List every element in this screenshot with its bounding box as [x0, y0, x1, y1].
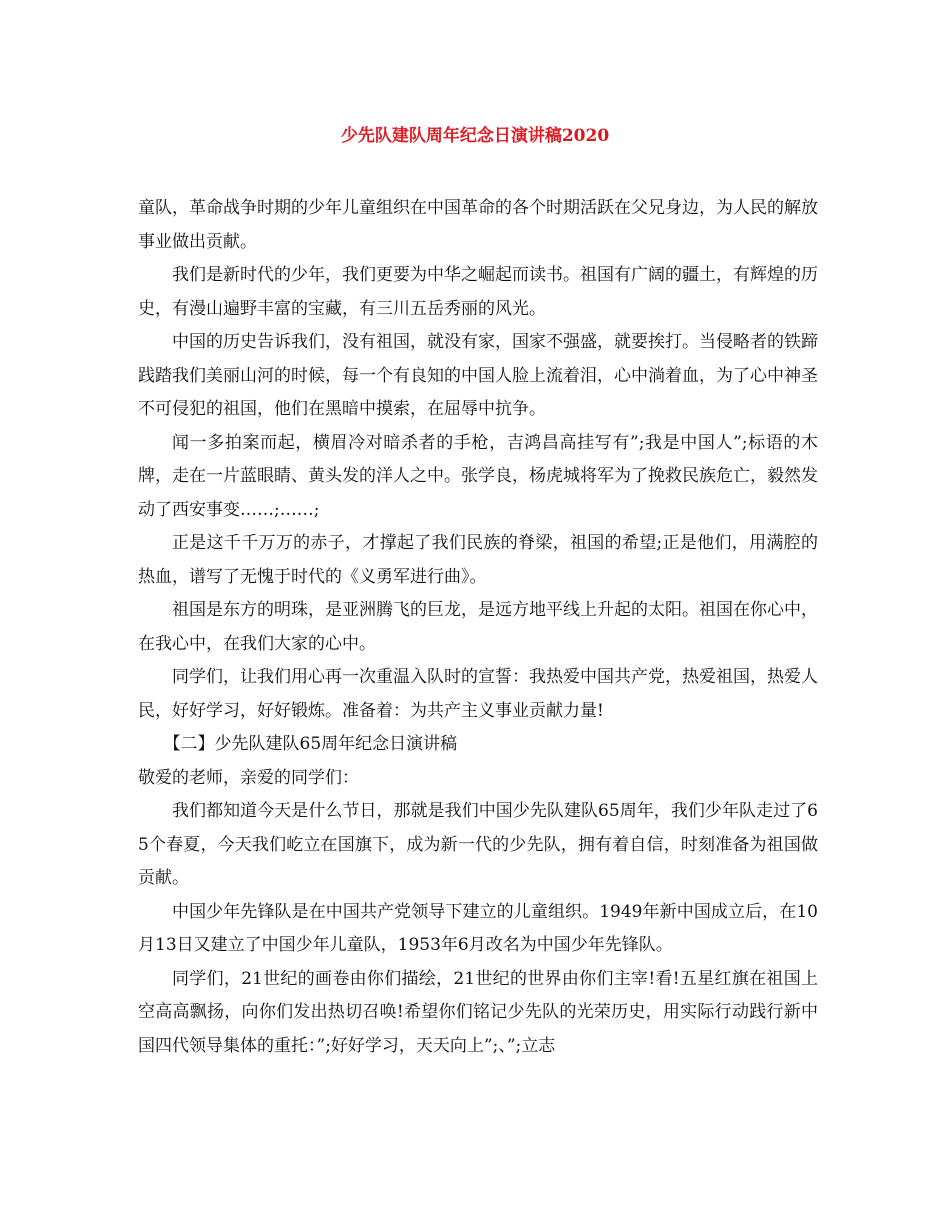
paragraph: 童队，革命战争时期的少年儿童组织在中国革命的各个时期活跃在父兄身边，为人民的解放事业做出贡献。	[138, 198, 818, 252]
paragraph: 中国的历史告诉我们，没有祖国，就没有家，国家不强盛，就要挨打。当侵略者的铁蹄践踏我们美丽山河的时候，每一个有良知的中国人脸上流着泪，心中淌着血，为了心中神圣不可侵犯的祖国，他们在黑暗中摸索，在屈辱中抗争。	[138, 332, 818, 419]
salutation: 敬爱的老师，亲爱的同学们：	[138, 767, 359, 788]
paragraph: 祖国是东方的明珠，是亚洲腾飞的巨龙，是远方地平线上升起的太阳。祖国在你心中，在我心中，在我们大家的心中。	[138, 600, 818, 654]
paragraph: 同学们，21世纪的画卷由你们描绘，21世纪的世界由你们主宰!看!五星红旗在祖国上空高高飘扬，向你们发出热切召唤!希望你们铭记少先队的光荣历史，用实际行动践行新中国四代领导集体的重托：”;好好学习，天天向上”;、”;立志	[138, 968, 818, 1056]
document-title: 少先队建队周年纪念日演讲稿2020	[340, 126, 610, 146]
paragraph: 闻一多拍案而起，横眉冷对暗杀者的手枪，吉鸿昌高挂写有”;我是中国人”;标语的木牌，走在一片蓝眼睛、黄头发的洋人之中。张学良，杨虎城将军为了挽救民族危亡，毅然发动了西安事变……;……;	[138, 432, 818, 520]
section-heading: 【二】少先队建队65周年纪念日演讲稿	[163, 734, 458, 754]
paragraph: 同学们，让我们用心再一次重温入队时的宣誓：我热爱中国共产党，热爱祖国，热爱人民，好好学习，好好锻炼。准备着：为共产主义事业贡献力量!	[138, 667, 818, 721]
paragraph: 中国少年先锋队是在中国共产党领导下建立的儿童组织。1949年新中国成立后，在10月13日又建立了中国少年儿童队，1953年6月改名为中国少年先锋队。	[138, 901, 818, 955]
document-body	[138, 192, 818, 1063]
paragraph: 我们都知道今天是什么节日，那就是我们中国少先队建队65周年，我们少年队走过了65个春夏，今天我们屹立在国旗下，成为新一代的少先队，拥有着自信，时刻准备为祖国做贡献。	[138, 801, 818, 888]
paragraph: 正是这千千万万的赤子，才撑起了我们民族的脊梁，祖国的希望;正是他们，用满腔的热血，谱写了无愧于时代的《义勇军进行曲》。	[138, 533, 818, 587]
paragraph: 我们是新时代的少年，我们更要为中华之崛起而读书。祖国有广阔的疆土，有辉煌的历史，有漫山遍野丰富的宝藏，有三川五岳秀丽的风光。	[138, 265, 818, 319]
